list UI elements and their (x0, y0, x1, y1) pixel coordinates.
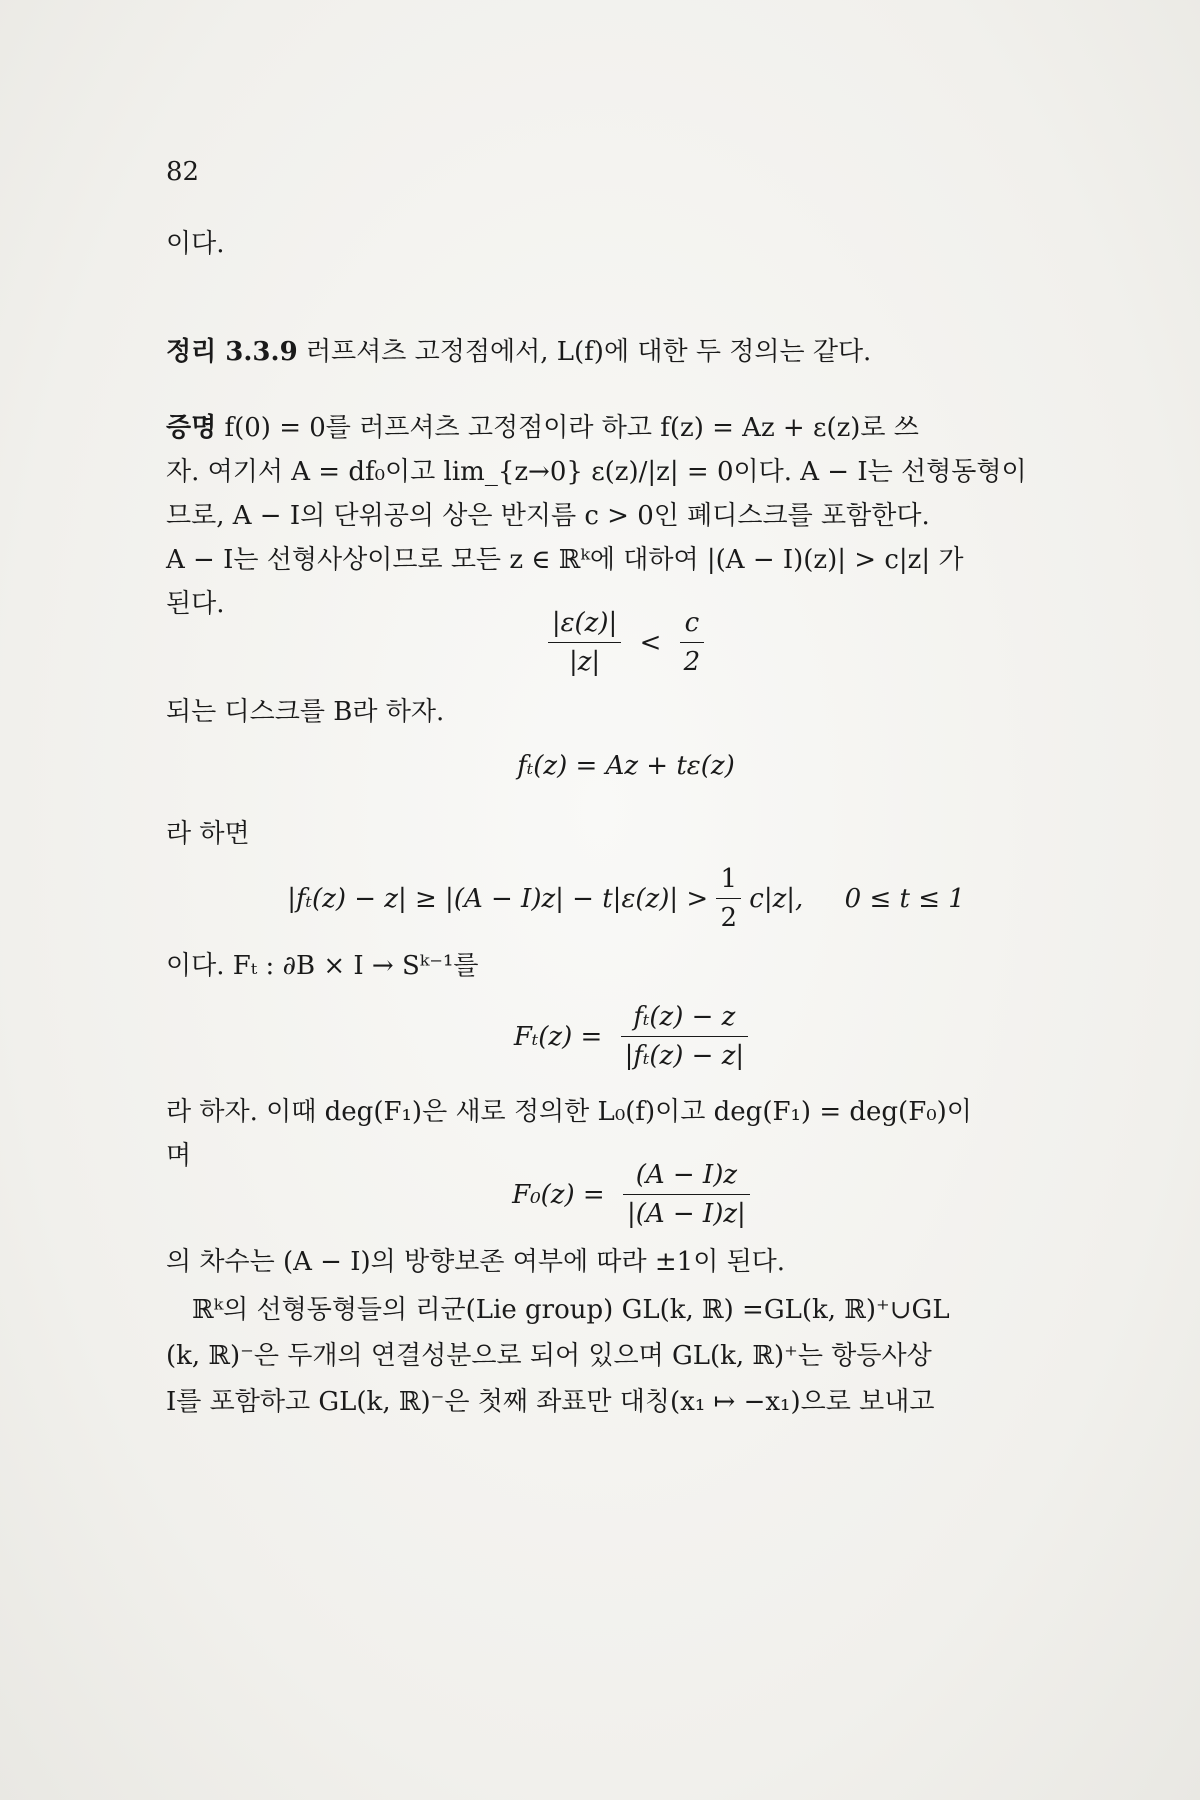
eq1-denominator: |z| (568, 647, 601, 677)
proof-text-1: f(0) = 0를 러프셔츠 고정점이라 하고 f(z) = Az + ε(z)로 쓰 (224, 413, 919, 443)
eq4-numerator: fₜ(z) − z (621, 998, 749, 1037)
eq1-rhs-fraction (680, 604, 705, 681)
theorem-line (166, 330, 1086, 374)
proof-line-13: (k, ℝ)⁻은 두개의 연결성분으로 되어 있으며 GL(k, ℝ)⁺는 항등사상 (166, 1341, 932, 1371)
proof-line-1 (166, 406, 1086, 450)
equation-1 (166, 604, 1086, 681)
proof-line-2: 자. 여기서 A = df₀이고 lim_{z→0} ε(z)/|z| = 0이다. A − I는 선형동형이 (166, 457, 1027, 487)
proof-line-8: 이다. Fₜ : ∂B × I → Sᵏ⁻¹를 (166, 951, 479, 981)
eq3-left: |fₜ(z) − z| ≥ |(A − I)z| − t|ε(z)| > (287, 883, 709, 914)
eq4-denominator: |fₜ(z) − z| (624, 1041, 745, 1071)
proof-line-4: A − I는 선형사상이므로 모든 z ∈ ℝᵏ에 대하여 |(A − I)(z)| > c|z| 가 (166, 545, 964, 575)
proof-label: 증명 (166, 413, 217, 443)
theorem-text: 러프셔츠 고정점에서, L(f)에 대한 두 정의는 같다. (305, 337, 872, 367)
equation-5 (166, 1156, 1086, 1233)
equation-2: fₜ(z) = Az + tε(z) (517, 751, 735, 781)
proof-line-11: 의 차수는 (A − I)의 방향보존 여부에 따라 ±1이 된다. (166, 1247, 786, 1277)
eq3-fraction (716, 860, 741, 937)
eq5-denominator: |(A − I)z| (626, 1199, 746, 1229)
eq1-lhs-fraction (548, 604, 621, 681)
eq3-fraction-denominator: 2 (720, 903, 738, 933)
equation-3 (166, 860, 1086, 937)
proof-line-9: 라 하자. 이때 deg(F₁)은 새로 정의한 L₀(f)이고 deg(F₁) = deg(F₀)이 (166, 1097, 972, 1127)
page-number: 82 (166, 157, 200, 187)
theorem-label: 정리 3.3.9 (166, 337, 298, 367)
eq5-lhs: F₀(z) = (512, 1179, 605, 1210)
proof-line-12: ℝᵏ의 선형동형들의 리군(Lie group) GL(k, ℝ) =GL(k, ℝ)⁺∪GL (192, 1295, 950, 1325)
proof-line-3: 므로, A − I의 단위공의 상은 반지름 c > 0인 폐디스크를 포함한다. (166, 501, 930, 531)
equation-4 (166, 998, 1086, 1075)
proof-line-14: I를 포함하고 GL(k, ℝ)⁻은 첫째 좌표만 대칭(x₁ ↦ −x₁)으로 보내고 (166, 1387, 935, 1417)
proof-line-6: 되는 디스크를 B라 하자. (166, 697, 445, 727)
eq5-fraction (623, 1156, 750, 1233)
eq1-numerator: |ε(z)| (548, 604, 621, 643)
eq3-right: c|z|, 0 ≤ t ≤ 1 (749, 883, 965, 914)
eq5-numerator: (A − I)z (623, 1156, 750, 1195)
eq4-lhs: Fₜ(z) = (513, 1021, 603, 1052)
text-line-1: 이다. (166, 229, 225, 259)
eq1-rhs-denominator: 2 (683, 647, 701, 677)
proof-line-5: 된다. (166, 589, 225, 619)
proof-line-10: 며 (166, 1141, 192, 1171)
proof-line-7: 라 하면 (166, 819, 250, 849)
eq3-fraction-numerator: 1 (716, 860, 741, 899)
eq4-fraction (621, 998, 749, 1075)
eq1-rhs-numerator: c (680, 604, 705, 643)
eq1-operator: < (639, 627, 662, 658)
